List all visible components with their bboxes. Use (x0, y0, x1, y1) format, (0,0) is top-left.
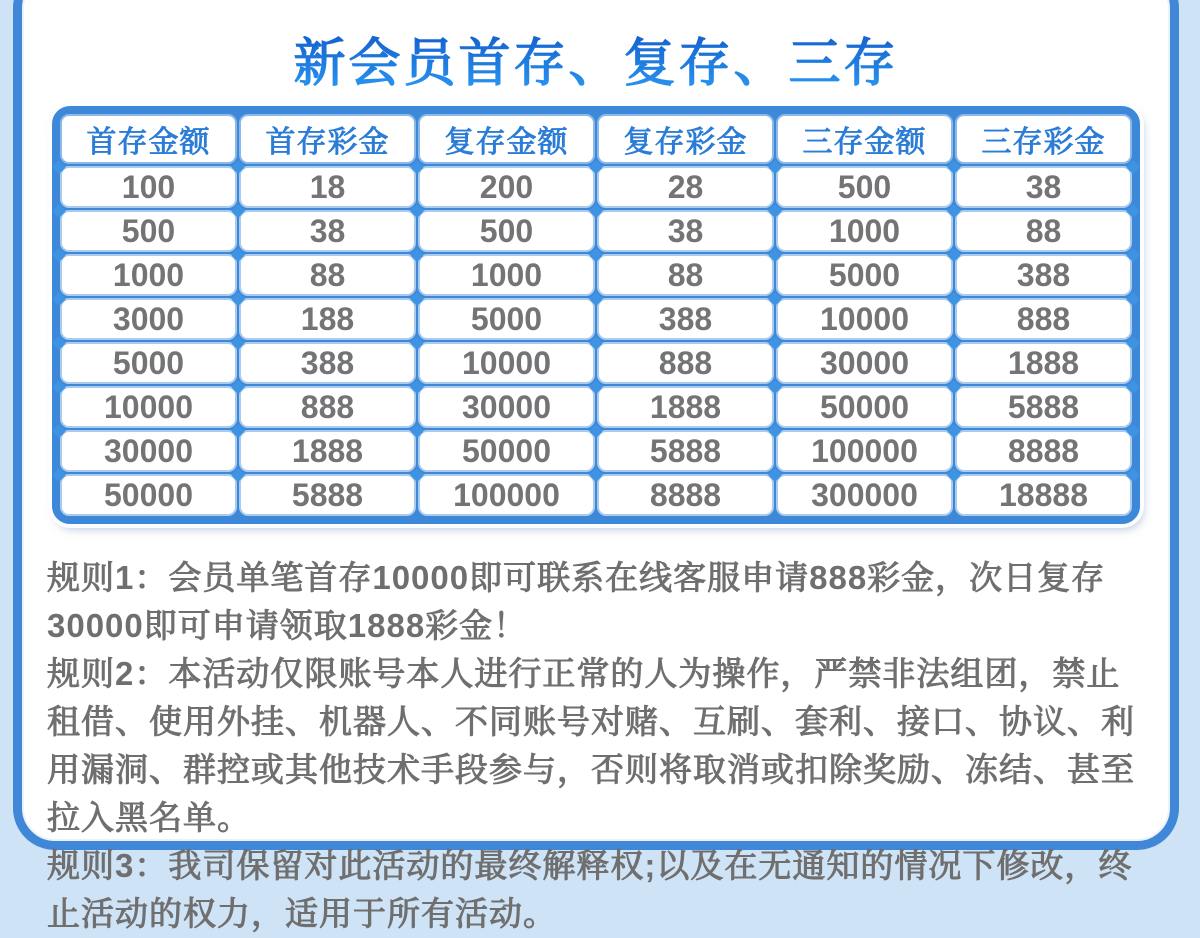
table-cell-r0-c5: 38 (955, 166, 1132, 208)
rule-text-3: 规则3：我司保留对此活动的最终解释权;以及在无通知的情况下修改，终止活动的权力，适用于所有活动。 (47, 847, 1133, 932)
table-cell-r0-c3: 28 (597, 166, 774, 208)
table-cell-r2-c3: 88 (597, 254, 774, 296)
table-cell-r4-c2: 10000 (418, 342, 595, 384)
table-cell-r3-c0: 3000 (60, 298, 237, 340)
promo-title: 新会员首存、复存、三存 (22, 21, 1170, 96)
table-cell-r1-c3: 38 (597, 210, 774, 252)
table-cell-r6-c5: 8888 (955, 430, 1132, 472)
table-cell-r7-c0: 50000 (60, 474, 237, 516)
table-cell-r5-c4: 50000 (776, 386, 953, 428)
table-cell-r7-c4: 300000 (776, 474, 953, 516)
promo-card (13, 0, 1179, 932)
deposit-bonus-table (52, 106, 1140, 524)
deposit-bonus-grid (59, 113, 1133, 517)
table-cell-r5-c3: 1888 (597, 386, 774, 428)
header-cell-1: 首存彩金 (239, 114, 416, 164)
table-cell-r3-c2: 5000 (418, 298, 595, 340)
table-cell-r7-c3: 8888 (597, 474, 774, 516)
table-cell-r4-c0: 5000 (60, 342, 237, 384)
table-cell-r6-c3: 5888 (597, 430, 774, 472)
header-cell-2: 复存金额 (418, 114, 595, 164)
table-cell-r4-c5: 1888 (955, 342, 1132, 384)
table-cell-r4-c4: 30000 (776, 342, 953, 384)
table-cell-r0-c0: 100 (60, 166, 237, 208)
table-cell-r2-c0: 1000 (60, 254, 237, 296)
table-cell-r4-c1: 388 (239, 342, 416, 384)
table-cell-r0-c2: 200 (418, 166, 595, 208)
table-cell-r3-c5: 888 (955, 298, 1132, 340)
header-cell-4: 三存金额 (776, 114, 953, 164)
rule-text-2: 规则2：本活动仅限账号本人进行正常的人为操作，严禁非法组团，禁止租借、使用外挂、机器人、不同账号对赌、互刷、套利、接口、协议、利用漏洞、群控或其他技术手段参与，否则将取消或扣除奖励、冻结、甚至拉入黑名单。 (47, 655, 1135, 836)
table-cell-r2-c5: 388 (955, 254, 1132, 296)
table-cell-r1-c5: 88 (955, 210, 1132, 252)
table-cell-r7-c1: 5888 (239, 474, 416, 516)
table-cell-r1-c2: 500 (418, 210, 595, 252)
table-cell-r5-c5: 5888 (955, 386, 1132, 428)
table-cell-r6-c4: 100000 (776, 430, 953, 472)
rules-section (47, 554, 1145, 938)
table-cell-r3-c4: 10000 (776, 298, 953, 340)
table-cell-r7-c5: 18888 (955, 474, 1132, 516)
header-cell-3: 复存彩金 (597, 114, 774, 164)
table-cell-r3-c3: 388 (597, 298, 774, 340)
table-cell-r4-c3: 888 (597, 342, 774, 384)
table-cell-r0-c1: 18 (239, 166, 416, 208)
rule-text-1: 规则1：会员单笔首存10000即可联系在线客服申请888彩金，次日复存30000即可申请领取1888彩金！ (47, 559, 1106, 644)
header-cell-5: 三存彩金 (955, 114, 1132, 164)
table-cell-r3-c1: 188 (239, 298, 416, 340)
header-cell-0: 首存金额 (60, 114, 237, 164)
table-cell-r7-c2: 100000 (418, 474, 595, 516)
table-cell-r2-c2: 1000 (418, 254, 595, 296)
table-cell-r1-c4: 1000 (776, 210, 953, 252)
table-cell-r6-c0: 30000 (60, 430, 237, 472)
table-cell-r2-c4: 5000 (776, 254, 953, 296)
table-cell-r0-c4: 500 (776, 166, 953, 208)
table-cell-r1-c0: 500 (60, 210, 237, 252)
table-cell-r5-c0: 10000 (60, 386, 237, 428)
table-cell-r1-c1: 38 (239, 210, 416, 252)
table-cell-r5-c1: 888 (239, 386, 416, 428)
table-cell-r6-c2: 50000 (418, 430, 595, 472)
table-cell-r5-c2: 30000 (418, 386, 595, 428)
table-cell-r6-c1: 1888 (239, 430, 416, 472)
table-cell-r2-c1: 88 (239, 254, 416, 296)
